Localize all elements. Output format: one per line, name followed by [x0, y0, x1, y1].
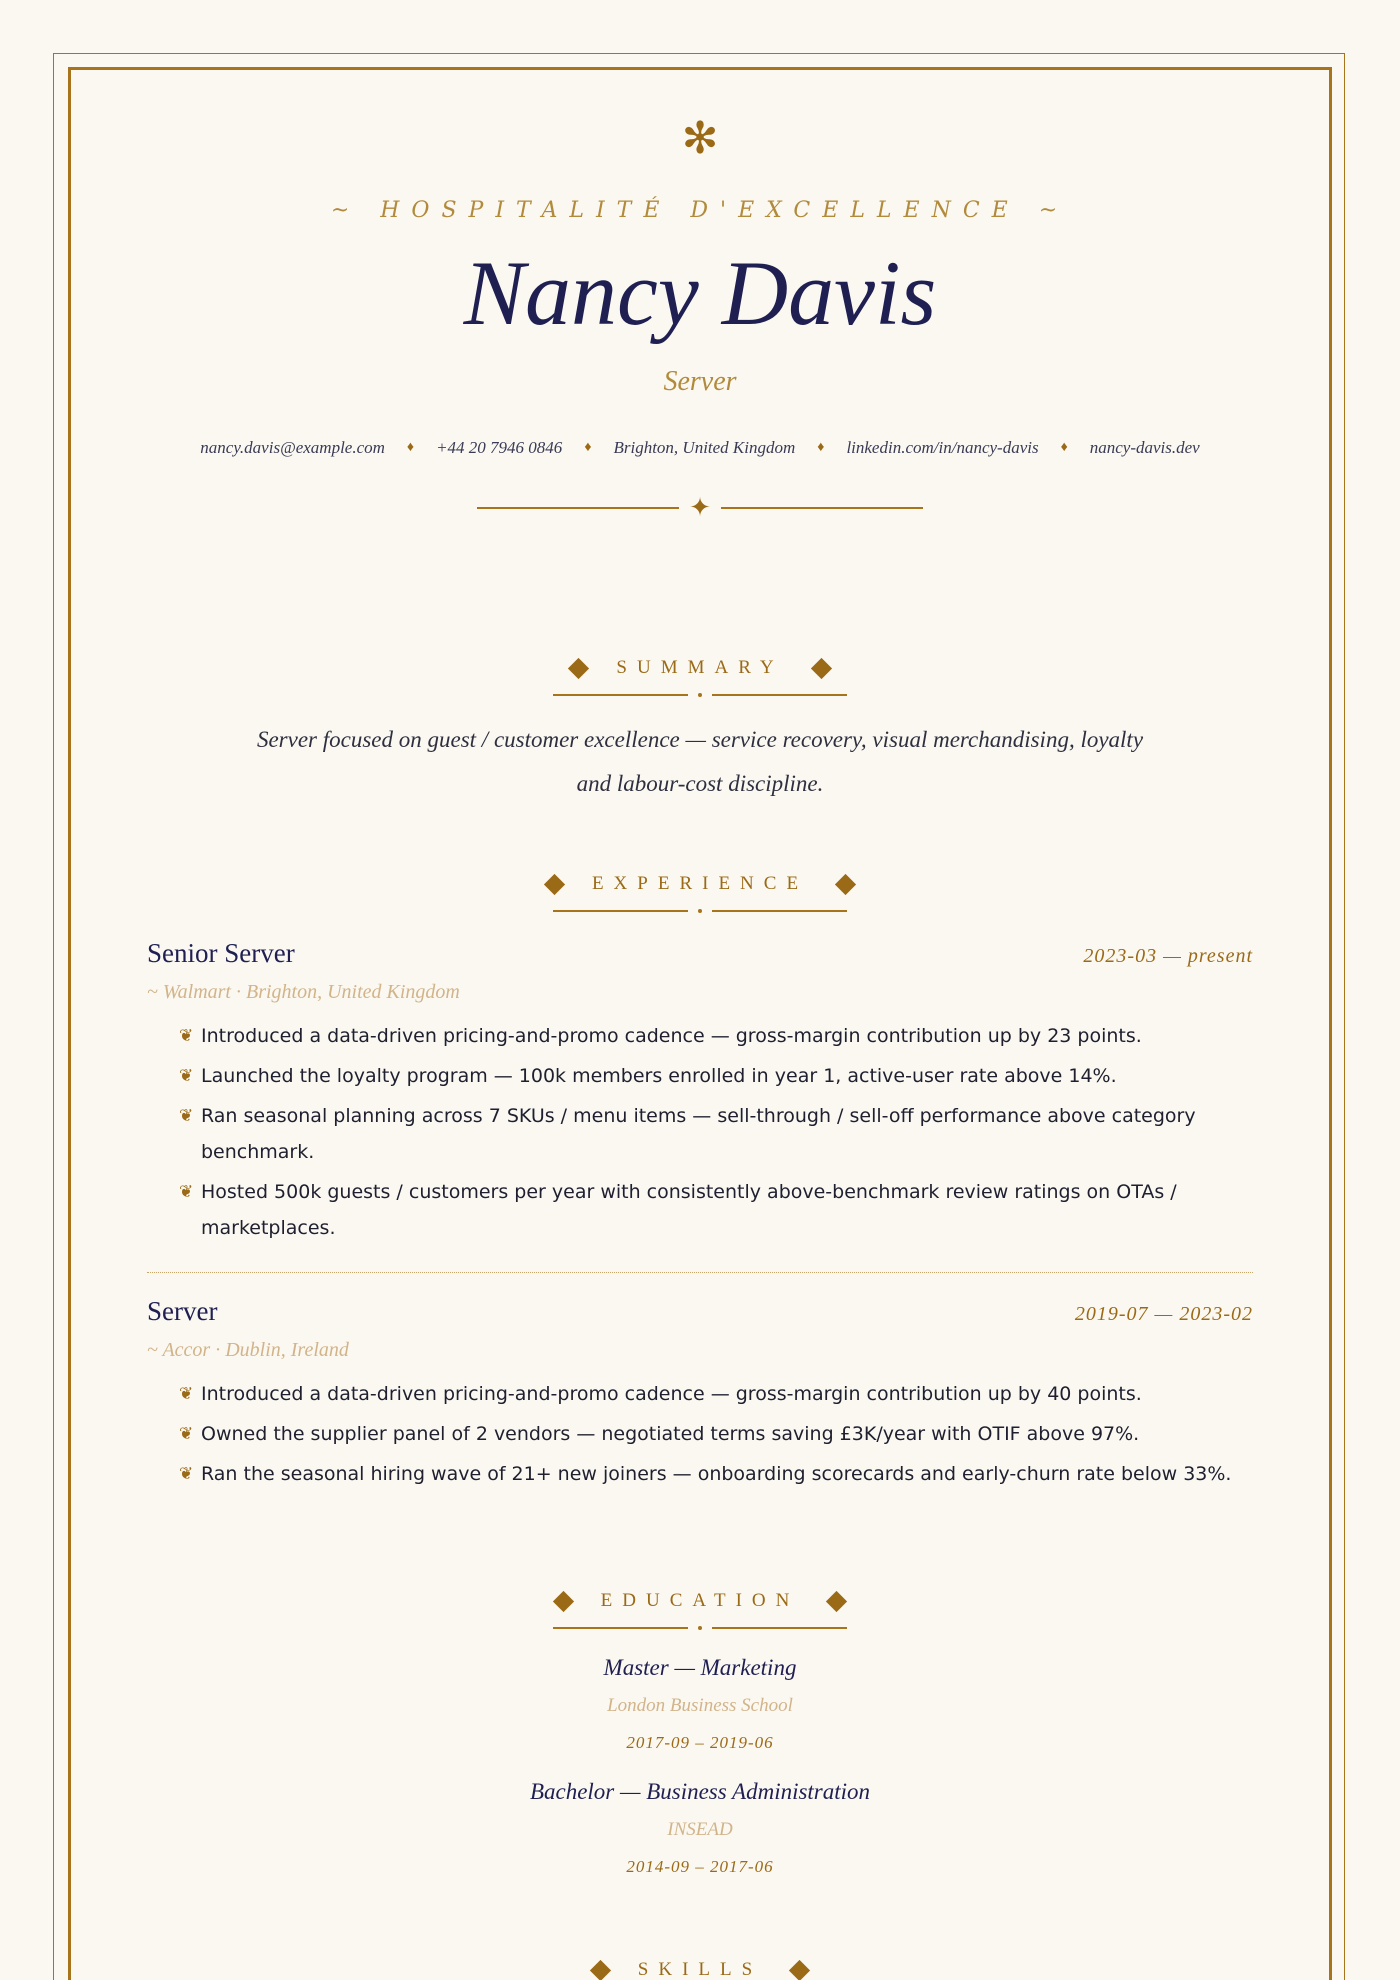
- candidate-name: Nancy Davis: [463, 242, 937, 344]
- section-title: EDUCATION: [600, 1590, 800, 1611]
- diamond-icon: [789, 1959, 810, 1980]
- fleuron-bullet-icon: ❦: [179, 1106, 194, 1126]
- section-heading-summary: [0, 657, 1400, 697]
- contact-website[interactable]: nancy-davis.dev: [1089, 438, 1200, 457]
- list-item: ❦ Hosted 500k guests / customers per year with consistently above-benchmark review ratings on OTAs / marketplaces.: [179, 1174, 1253, 1246]
- job-title: Senior Server: [147, 938, 295, 968]
- section-title: SKILLS: [637, 1959, 763, 1980]
- list-item: ❦ Ran seasonal planning across 7 SKUs / menu items — sell-through / sell-off performance above category benchmark.: [179, 1098, 1253, 1170]
- job-dates: 2023-03 — present: [1083, 945, 1253, 967]
- contact-email[interactable]: nancy.davis@example.com: [200, 438, 385, 457]
- diamond-icon: [553, 1590, 574, 1611]
- fleuron-bullet-icon: ❦: [179, 1026, 194, 1046]
- list-item: ❦ Launched the loyalty program — 100k members enrolled in year 1, active-user rate above 14%.: [179, 1058, 1253, 1094]
- list-item: ❦ Ran the seasonal hiring wave of 21+ new joiners — onboarding scorecards and early-churn rate below 33%.: [179, 1456, 1253, 1492]
- section-underline: [553, 1626, 847, 1630]
- section-heading-skills: [0, 1959, 1400, 1980]
- list-item: ❦ Introduced a data-driven pricing-and-promo cadence — gross-margin contribution up by 40 points.: [179, 1376, 1253, 1412]
- header-divider: [0, 495, 1400, 521]
- diamond-separator-icon: ♦: [817, 440, 825, 455]
- fleuron-bullet-icon: ❦: [179, 1182, 194, 1202]
- job-dates: 2019-07 — 2023-02: [1074, 1303, 1253, 1325]
- diamond-separator-icon: ♦: [584, 440, 592, 455]
- fleuron-bullet-icon: ❦: [179, 1464, 194, 1484]
- list-item: ❦ Owned the supplier panel of 2 vendors — negotiated terms saving £3K/year with OTIF above 97%.: [179, 1416, 1253, 1452]
- contact-phone[interactable]: +44 20 7946 0846: [436, 438, 563, 457]
- section-heading-experience: [0, 873, 1400, 913]
- experience-entry: [147, 1296, 1253, 1496]
- diamond-icon: [568, 657, 589, 678]
- star-icon: ✦: [689, 493, 711, 523]
- summary-text: Server focused on guest / customer excellence — service recovery, visual merchandising, loyalty and labour-cost discipline.: [256, 727, 1144, 796]
- education-years: 2017-09 – 2019-06: [626, 1733, 774, 1752]
- diamond-icon: [835, 873, 856, 894]
- section-title: SUMMARY: [616, 657, 784, 678]
- section-title: EXPERIENCE: [591, 873, 809, 894]
- fleuron-bullet-icon: ❦: [179, 1066, 194, 1086]
- education-entry: [0, 1655, 1400, 1753]
- education-years: 2014-09 – 2017-06: [626, 1857, 774, 1876]
- education-entry: [0, 1779, 1400, 1877]
- contact-linkedin[interactable]: linkedin.com/in/nancy-davis: [846, 438, 1039, 457]
- diamond-icon: [544, 873, 565, 894]
- diamond-icon: [826, 1590, 847, 1611]
- candidate-role: Server: [663, 366, 737, 397]
- job-company: ~ Walmart · Brighton, United Kingdom: [147, 981, 460, 1003]
- diamond-icon: [810, 657, 831, 678]
- divider-line: [477, 507, 679, 509]
- tagline: ~ HOSPITALITÉ D'EXCELLENCE ~: [330, 198, 1070, 223]
- diamond-separator-icon: ♦: [406, 440, 415, 455]
- job-bullets: [147, 1376, 1253, 1492]
- school: INSEAD: [667, 1819, 733, 1840]
- degree: Bachelor — Business Administration: [529, 1779, 871, 1804]
- section-underline: [553, 909, 847, 913]
- divider-line: [721, 507, 923, 509]
- entry-separator: [147, 1272, 1253, 1273]
- job-title: Server: [147, 1296, 218, 1326]
- contact-location: Brighton, United Kingdom: [613, 438, 796, 457]
- list-item: ❦ Introduced a data-driven pricing-and-promo cadence — gross-margin contribution up by 23 points.: [179, 1018, 1253, 1054]
- experience-entry: [147, 938, 1253, 1250]
- flower-ornament-icon: ✻: [681, 113, 719, 164]
- degree: Master — Marketing: [603, 1655, 797, 1680]
- fleuron-bullet-icon: ❦: [179, 1384, 194, 1404]
- job-bullets: [147, 1018, 1253, 1246]
- fleuron-bullet-icon: ❦: [179, 1424, 194, 1444]
- section-heading-education: [0, 1590, 1400, 1630]
- diamond-separator-icon: ♦: [1060, 440, 1068, 455]
- school: London Business School: [607, 1695, 793, 1716]
- section-underline: [553, 693, 847, 697]
- diamond-icon: [590, 1959, 611, 1980]
- job-company: ~ Accor · Dublin, Ireland: [147, 1339, 349, 1361]
- contact-bar: [0, 438, 1400, 458]
